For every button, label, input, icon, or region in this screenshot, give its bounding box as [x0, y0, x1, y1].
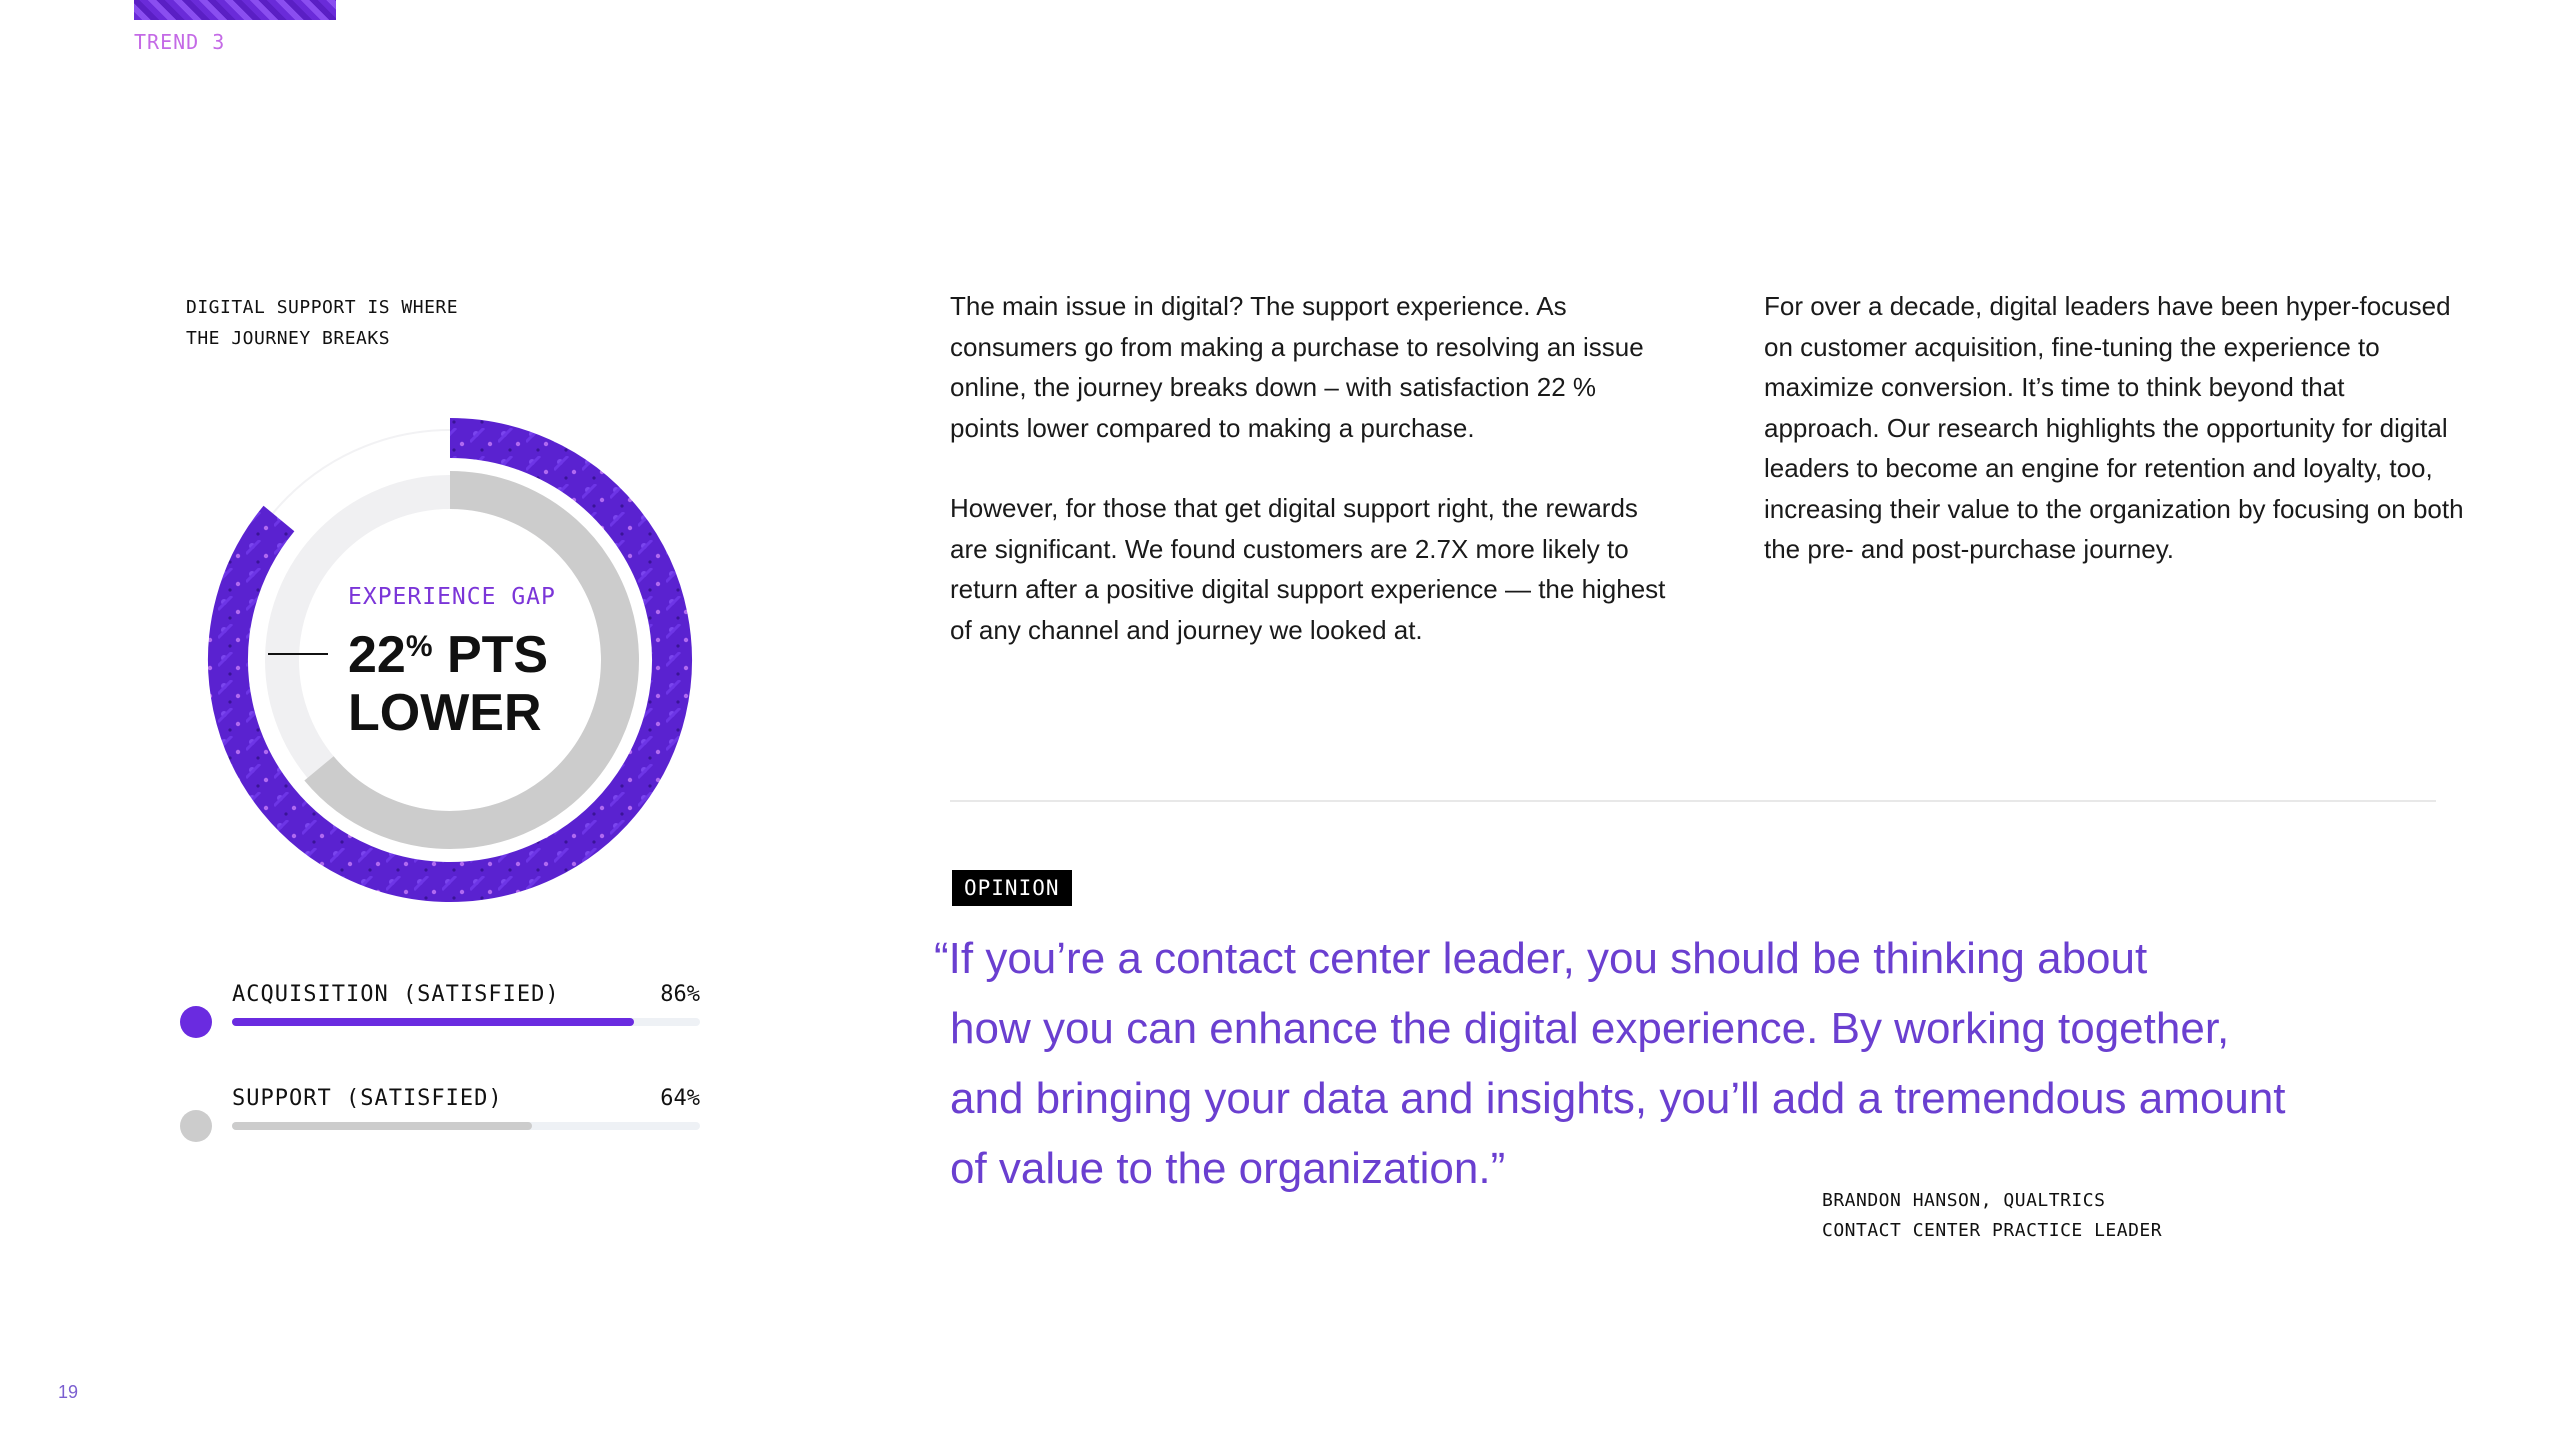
chart-title-line-1: DIGITAL SUPPORT IS WHERE [186, 297, 459, 318]
section-divider [950, 800, 2436, 802]
legend-bar-acquisition [232, 1018, 634, 1026]
legend-dot-acquisition [180, 1006, 212, 1038]
quote-line-1: “If you’re a contact center leader, you should be thinking about [934, 934, 2148, 983]
quote-line-3: and bringing your data and insights, you’ll add a tremendous amount [950, 1074, 2286, 1123]
chart-title-line-2: THE JOURNEY BREAKS [186, 328, 391, 349]
attribution-title: CONTACT CENTER PRACTICE LEADER [1822, 1220, 2163, 1241]
pull-quote [934, 924, 2374, 1204]
body-paragraph-2: However, for those that get digital support right, the rewards are significant. We found customers are 2.7X more likely to return after a positive digital support experience — the highest of any channel and journey we looked at. [950, 493, 1666, 645]
body-column-1 [950, 286, 1670, 650]
legend-dot-support [180, 1110, 212, 1142]
legend-track-support [232, 1122, 700, 1130]
body-column-2 [1764, 286, 2464, 570]
legend-row-acquisition [180, 982, 700, 1042]
body-paragraph-3: For over a decade, digital leaders have been hyper-focused on customer acquisition, fine-tuning the experience to maximize conversion. It’s time to think beyond that approach. Our research highlights the opportunity for digital leaders to become an engine for retention and loyalty, too, increasing their value to the organization by focusing on both the pre- and post-purchase journey. [1764, 291, 2464, 564]
opinion-badge: OPINION [952, 870, 1072, 906]
quote-attribution [1822, 1186, 2162, 1246]
legend-row-support [180, 1086, 700, 1146]
quote-line-4: of value to the organization.” [950, 1144, 1506, 1193]
donut-chart [190, 400, 710, 920]
experience-gap-label: EXPERIENCE GAP [348, 584, 556, 610]
trend-label: TREND 3 [134, 30, 226, 54]
legend-label-acquisition: ACQUISITION (SATISFIED) [232, 982, 560, 1007]
gap-pointer-line [268, 653, 328, 655]
attribution-name: BRANDON HANSON, QUALTRICS [1822, 1190, 2106, 1211]
experience-gap-value [348, 618, 556, 742]
experience-gap-callout [348, 584, 556, 742]
gap-percent-sign: % [405, 630, 433, 663]
quote-line-2: how you can enhance the digital experience. By working together, [950, 1004, 2230, 1053]
legend-value-support: 64% [660, 1086, 700, 1111]
gap-number: 22 [348, 626, 406, 684]
decorative-pattern-band [134, 0, 336, 20]
legend-value-acquisition: 86% [660, 982, 700, 1007]
body-paragraph-1: The main issue in digital? The support experience. As consumers go from making a purchase to resolving an issue online, the journey breaks down – with satisfaction 22 % points lower compared to making a purchase. [950, 291, 1644, 443]
chart-title [186, 292, 566, 354]
gap-lower: LOWER [348, 684, 542, 742]
page-number: 19 [58, 1382, 79, 1402]
legend-label-support: SUPPORT (SATISFIED) [232, 1086, 503, 1111]
legend-bar-support [232, 1122, 532, 1130]
legend-track-acquisition [232, 1018, 700, 1026]
gap-suffix: PTS [432, 626, 549, 684]
